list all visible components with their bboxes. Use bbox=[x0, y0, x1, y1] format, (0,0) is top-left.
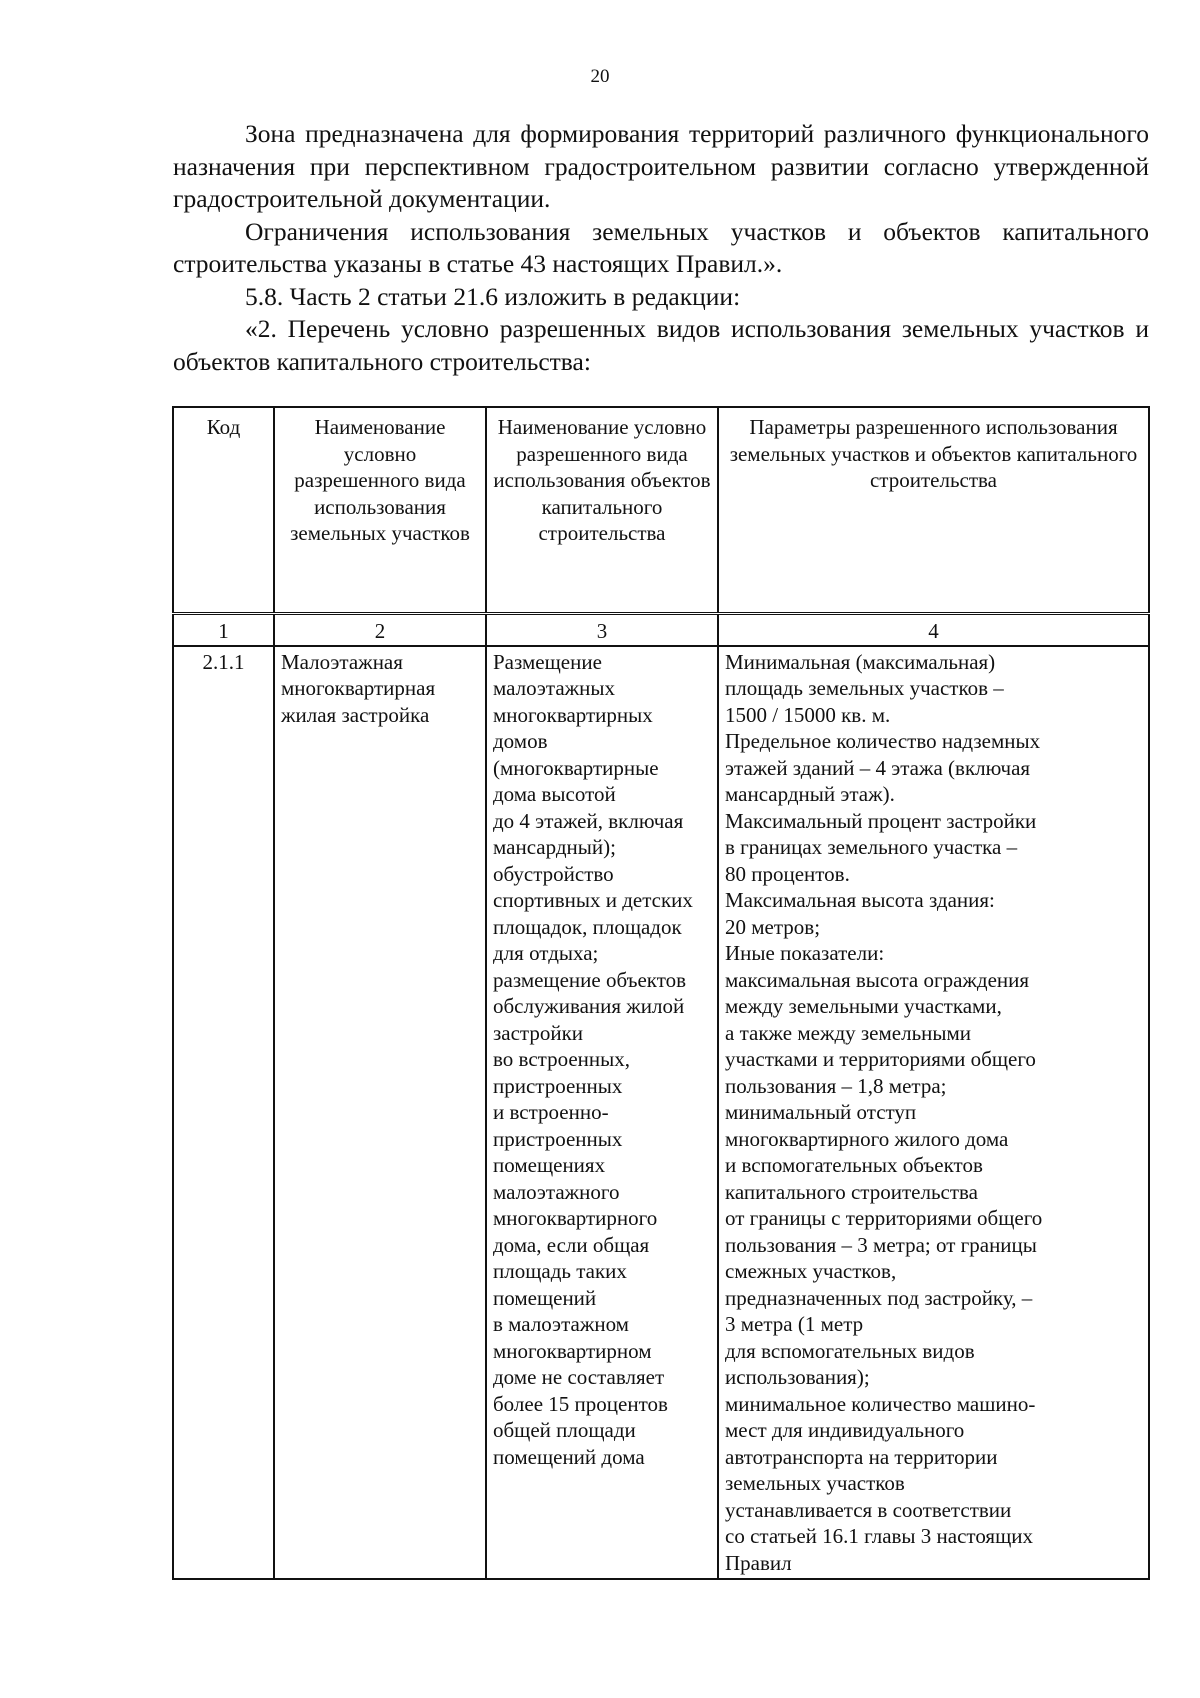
cell-line: участками и территориями общего bbox=[725, 1047, 1036, 1071]
paragraph-zone: Зона предназначена для формирования территорий различного функционального назначения при перспективном градостроительном развитии согласно утвержденной градостроительной документации. bbox=[173, 119, 1149, 213]
cell-line: Предельное количество надземных bbox=[725, 729, 1041, 753]
paragraph-restrictions: Ограничения использования земельных участков и объектов капитального строительства указаны в статье 43 настоящих Правил.». bbox=[173, 216, 1149, 278]
cell-line: между земельными участками, bbox=[725, 994, 1002, 1018]
cell-line: 20 метров; bbox=[725, 914, 821, 939]
cell-line: многоквартирных bbox=[493, 702, 653, 727]
cell-line: в малоэтажном bbox=[493, 1312, 629, 1336]
cell-line: от границы с территориями общего bbox=[725, 1206, 1043, 1230]
cell-line: общей площади bbox=[493, 1418, 636, 1442]
cell-line: мансардный этаж). bbox=[725, 782, 895, 806]
cell-line: домов bbox=[493, 729, 548, 753]
cell-line: многоквартирном bbox=[493, 1338, 652, 1363]
cell-line: Правил bbox=[725, 1550, 792, 1575]
cell-line: (многоквартирные bbox=[493, 755, 659, 780]
column-number: 4 bbox=[718, 614, 1149, 646]
cell-line: застройки bbox=[493, 1020, 584, 1045]
conditional-use-table bbox=[172, 406, 1150, 1580]
cell-line: во встроенных, bbox=[493, 1047, 630, 1071]
cell-line: малоэтажных bbox=[493, 676, 616, 700]
cell-line: обслуживания жилой bbox=[493, 994, 685, 1018]
cell-line: до 4 этажей, включая bbox=[493, 808, 684, 833]
cell-line: 80 процентов. bbox=[725, 861, 850, 886]
column-number: 1 bbox=[173, 614, 274, 646]
cell-line: дома высотой bbox=[493, 782, 616, 806]
cell-line: Минимальная (максимальная) bbox=[725, 649, 996, 674]
cell-line: многоквартирного жилого дома bbox=[725, 1126, 1009, 1151]
cell-line: максимальная высота ограждения bbox=[725, 967, 1030, 992]
cell-line: пристроенных bbox=[493, 1073, 623, 1098]
cell-line: капитального строительства bbox=[725, 1179, 978, 1204]
cell-line: более 15 процентов bbox=[493, 1391, 668, 1416]
cell-line: площадь таких bbox=[493, 1259, 627, 1283]
column-number: 3 bbox=[486, 614, 718, 646]
cell-line: малоэтажного bbox=[493, 1179, 620, 1204]
cell-line: жилая застройка bbox=[281, 702, 430, 727]
cell-line: площадь земельных участков – bbox=[725, 676, 1004, 700]
column-number-row bbox=[173, 614, 1149, 646]
page-number: 20 bbox=[590, 66, 610, 87]
column-number: 2 bbox=[274, 614, 486, 646]
cell-land-use bbox=[274, 646, 486, 1580]
cell-line: и вспомогательных объектов bbox=[725, 1153, 983, 1177]
body-text bbox=[173, 118, 1149, 378]
cell-object-use bbox=[486, 646, 718, 1580]
table-header-row bbox=[173, 407, 1149, 614]
cell-line: этажей зданий – 4 этажа (включая bbox=[725, 755, 1031, 780]
paragraph-amendment: 5.8. Часть 2 статьи 21.6 изложить в редакции: bbox=[245, 281, 741, 311]
cell-line: размещение объектов bbox=[493, 967, 687, 992]
cell-line: автотранспорта на территории bbox=[725, 1444, 998, 1469]
header-parameters: Параметры разрешенного использования земельных участков и объектов капитального строительства bbox=[718, 407, 1149, 614]
cell-line: площадок, площадок bbox=[493, 914, 682, 939]
cell-parameters bbox=[718, 646, 1149, 1580]
cell-line: земельных участков bbox=[725, 1471, 905, 1495]
header-land-use: Наименование условно разрешенного вида использования земельных участков bbox=[274, 407, 486, 614]
cell-line: 1500 / 15000 кв. м. bbox=[725, 702, 891, 727]
cell-line: спортивных и детских bbox=[493, 888, 693, 912]
cell-line: и встроенно- bbox=[493, 1100, 609, 1124]
cell-code: 2.1.1 bbox=[173, 646, 274, 1580]
cell-line: мест для индивидуального bbox=[725, 1418, 965, 1442]
cell-line: помещений дома bbox=[493, 1444, 645, 1469]
cell-line: Малоэтажная bbox=[281, 649, 403, 674]
header-code: Код bbox=[173, 407, 274, 614]
cell-line: помещениях bbox=[493, 1153, 606, 1177]
cell-line: для вспомогательных видов bbox=[725, 1338, 975, 1363]
cell-line: мансардный); bbox=[493, 835, 616, 859]
header-object-use: Наименование условно разрешенного вида использования объектов капитального строительства bbox=[486, 407, 718, 614]
cell-line: доме не составляет bbox=[493, 1365, 665, 1389]
cell-line: минимальное количество машино- bbox=[725, 1391, 1036, 1416]
cell-line: а также между земельными bbox=[725, 1020, 972, 1045]
cell-line: пристроенных bbox=[493, 1126, 623, 1151]
cell-line: для отдыха; bbox=[493, 941, 599, 965]
cell-line: со статьей 16.1 главы 3 настоящих bbox=[725, 1524, 1033, 1548]
cell-line: Максимальная высота здания: bbox=[725, 888, 995, 912]
table-row bbox=[173, 646, 1149, 1580]
cell-line: минимальный отступ bbox=[725, 1100, 917, 1124]
cell-line: пользования – 3 метра; от границы bbox=[725, 1232, 1037, 1257]
cell-line: помещений bbox=[493, 1285, 597, 1310]
cell-line: Максимальный процент застройки bbox=[725, 808, 1037, 833]
cell-line: устанавливается в соответствии bbox=[725, 1497, 1012, 1522]
cell-line: пользования – 1,8 метра; bbox=[725, 1073, 947, 1098]
cell-line: дома, если общая bbox=[493, 1232, 650, 1257]
cell-line: предназначенных под застройку, – bbox=[725, 1285, 1033, 1310]
cell-line: обустройство bbox=[493, 861, 614, 886]
cell-line: смежных участков, bbox=[725, 1259, 897, 1283]
cell-line: многоквартирная bbox=[281, 676, 436, 700]
cell-line: Размещение bbox=[493, 649, 602, 674]
cell-line: многоквартирного bbox=[493, 1206, 658, 1230]
cell-line: Иные показатели: bbox=[725, 941, 885, 965]
cell-line: в границах земельного участка – bbox=[725, 835, 1018, 859]
paragraph-list-intro: «2. Перечень условно разрешенных видов использования земельных участков и объектов капитального строительства: bbox=[173, 314, 1149, 376]
cell-line: 3 метра (1 метр bbox=[725, 1312, 864, 1336]
cell-line: использования); bbox=[725, 1365, 870, 1389]
